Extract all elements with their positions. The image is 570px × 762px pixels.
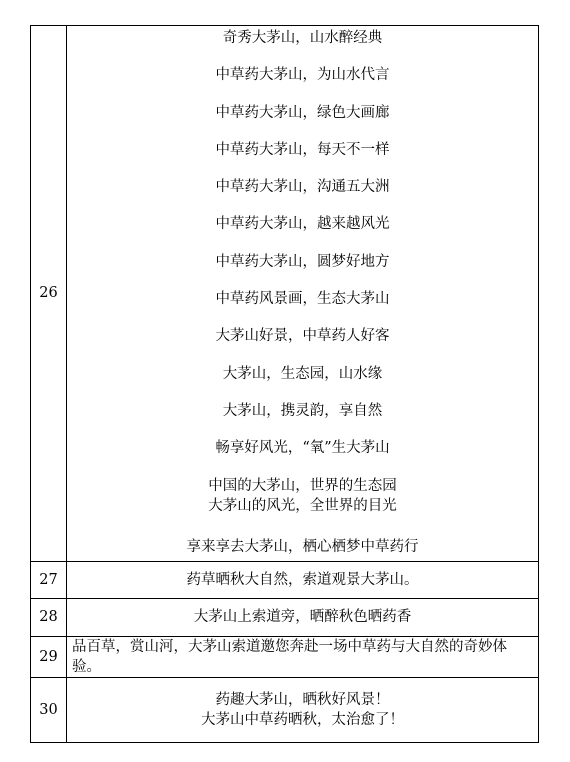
row-content: [67, 636, 539, 677]
slogan-line: 大茅山，携灵韵，享自然: [222, 402, 383, 419]
slogan-line: 享来享去大茅山，栖心栖梦中草药行: [186, 538, 419, 555]
slogan-line: 中草药大茅山，越来越风光: [215, 216, 390, 233]
slogan-line: 大茅山，生态园，山水缘: [222, 365, 383, 382]
slogan-line: 中草药大茅山，沟通五大洲: [215, 179, 390, 196]
slogan-line: 中草药风景画，生态大茅山: [215, 291, 390, 308]
row-number: 27: [31, 561, 67, 598]
row-number: 28: [31, 598, 67, 636]
slogan-line: 中草药大茅山，绿色大画廊: [215, 104, 390, 121]
table-row: [31, 26, 539, 562]
row-content: [67, 598, 539, 636]
slogan-line: 中草药大茅山，为山水代言: [215, 67, 390, 84]
row-number: 29: [31, 636, 67, 677]
row-content: [67, 677, 539, 742]
table-row: [31, 598, 539, 636]
slogan-line: 大茅山上索道旁，晒醉秋色晒药香: [193, 609, 412, 626]
slogan-line: 品百草，赏山河，大茅山索道邀您奔赴一场中草药与大自然的奇妙体验。: [72, 638, 507, 675]
table-row: [31, 677, 539, 742]
slogan-line: 中草药大茅山，圆梦好地方: [215, 253, 390, 270]
slogan-line: 中国的大茅山，世界的生态园: [208, 477, 397, 494]
row-content: [67, 26, 539, 562]
slogan-line: 药趣大茅山，晒秋好风景！: [215, 691, 390, 708]
table-row: [31, 561, 539, 598]
row-content: [67, 561, 539, 598]
slogan-line: 大茅山好景，中草药人好客: [215, 328, 390, 345]
slogan-line: 中草药大茅山，每天不一样: [215, 141, 390, 158]
row-number: 26: [31, 26, 67, 562]
table-row: [31, 636, 539, 677]
slogan-line: 奇秀大茅山，山水醉经典: [222, 30, 383, 46]
slogan-line: 药草晒秋大自然，索道观景大茅山。: [186, 571, 419, 588]
slogan-line: 大茅山中草药晒秋，太治愈了！: [201, 711, 404, 728]
row-number: 30: [31, 677, 67, 742]
slogan-table: [30, 25, 539, 743]
slogan-line: 畅享好风光，“氧”生大茅山: [215, 440, 390, 457]
slogan-line: 大茅山的风光，全世界的目光: [208, 497, 397, 514]
